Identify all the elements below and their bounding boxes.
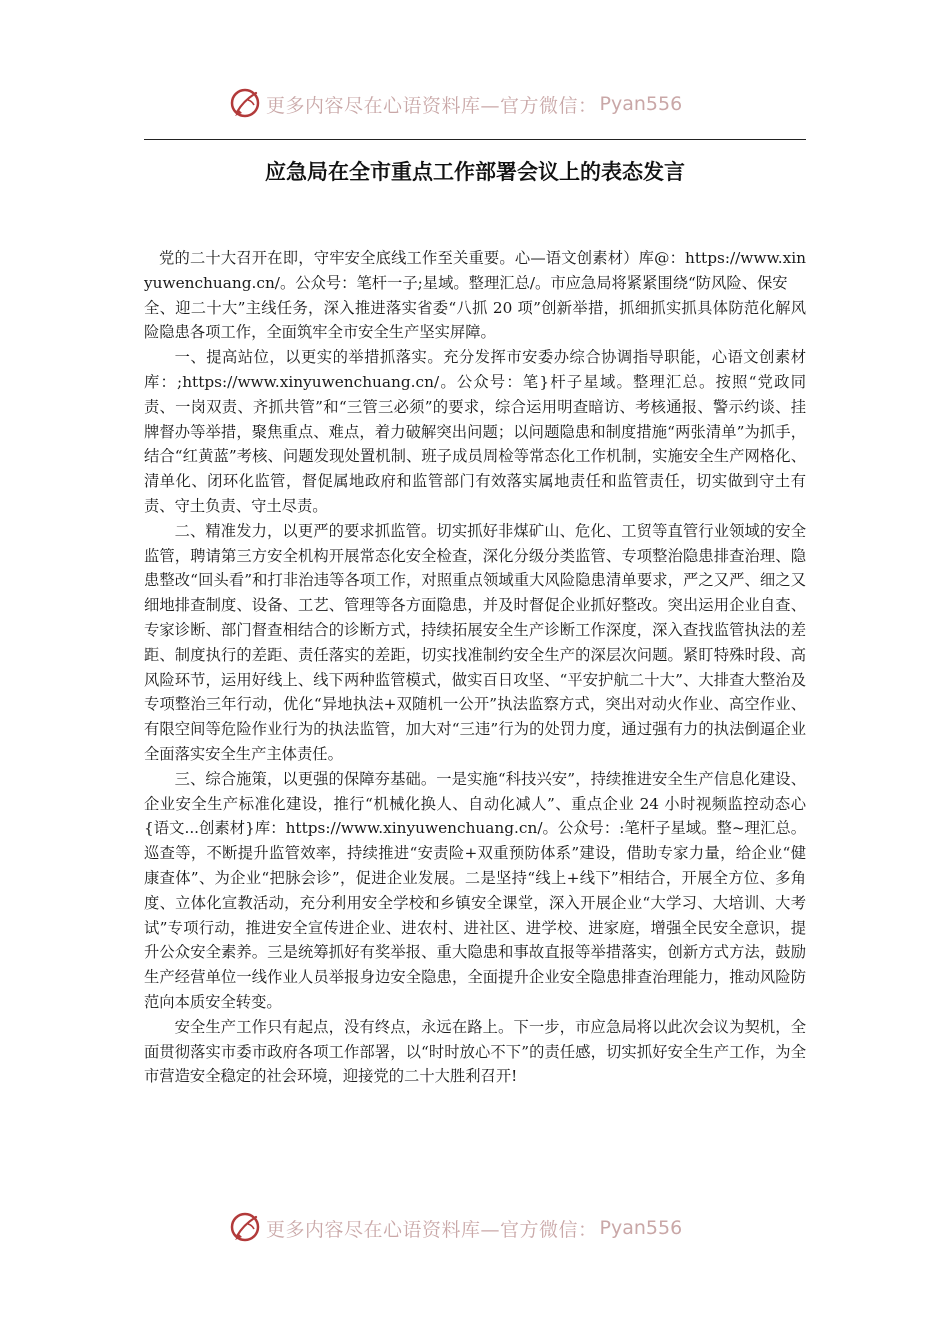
header-divider xyxy=(144,139,806,140)
brush-logo-icon xyxy=(228,1210,264,1246)
footer-banner xyxy=(228,1208,728,1248)
brush-logo-icon xyxy=(228,86,264,122)
paragraph-intro-continued: 全、迎二十大”主线任务，深入推进落实省委“八抓 20 项”创新举措，抓细抓实抓具体防范化解风险隐患各项工作，全面筑牢全市安全生产坚实屏障。 xyxy=(144,298,806,342)
paragraph-section-two: 二、精准发力，以更严的要求抓监管。切实抓好非煤矿山、危化、工贸等直管行业领域的安全监管，聘请第三方安全机构开展常态化安全检查，深化分级分类监管、专项整治隐患排查治理、隐患整改“回头看”和打非治违等各项工作，对照重点领域重大风险隐患清单要求，严之又严、细之又细地排查制度、设备、工艺、管理等各方面隐患，并及时督促企业抓好整改。突出运用企业自查、专家诊断、部门督查相结合的诊断方式，持续拓展安全生产诊断工作深度，深入查找监管执法的差距、制度执行的差距、责任落实的差距，切实找准制约安全生产的深层次问题。紧盯特殊时段、高风险环节，运用好线上、线下两种监管模式，做实百日攻坚、“平安护航二十大”、大排查大整治及专项整治三年行动，优化“异地执法+双随机一公开”执法监察方式，突出对动火作业、高空作业、有限空间等危险作业行为的执法监管，加大对“三违”行为的处罚力度，通过强有力的执法倒逼企业全面落实安全生产主体责任。 xyxy=(144,521,806,763)
banner-text: 更多内容尽在心语资料库—官方微信： xyxy=(266,1218,598,1241)
banner-wechat-id: Pyan556 xyxy=(599,1217,683,1239)
paragraph-section-three: 三、综合施策，以更强的保障夯基础。一是实施“科技兴安”，持续推进安全生产信息化建设、企业安全生产标准化建设，推行“机械化换人、自动化减人”、重点企业 24 小时视频监控动态心{语文...创素材}库：https://www.xinyuwenchuang.cn/。公众号：:笔杆子星域。整~理汇总。巡查等，不断提升监管效率，持续推进“安责险+双重预防体系”建设，借助专家力量，给企业“健康查体”、为企业“把脉会诊”，促进企业发展。二是坚持“线上+线下”相结合，开展全方位、多角度、立体化宣教活动，充分利用安全学校和乡镇安全课堂，深入开展企业“大学习、大培训、大考试”专项行动，推进安全宣传进企业、进农村、进社区、进学校、进家庭，增强全民安全意识，提升公众安全素养。三是统筹抓好有奖举报、重大隐患和事故直报等举措落实，创新方式方法，鼓励生产经营单位一线作业人员举报身边安全隐患，全面提升企业安全隐患排查治理能力，推动风险防范向本质安全转变。 xyxy=(144,769,806,1011)
document-title: 应急局在全市重点工作部署会议上的表态发言 xyxy=(265,160,685,184)
paragraph-section-one: 一、提高站位，以更实的举措抓落实。充分发挥市安委办综合协调指导职能，心语文创素材库：;https://www.xinyuwenchuang.cn/。公众号：笔}杆子星域。整理汇总。按照“党政同责、一岗双责、齐抓共管”和“三管三必须”的要求，综合运用明查暗访、考核通报、警示约谈、挂牌督办等举措，聚焦重点、难点，着力破解突出问题；以问题隐患和制度措施“两张清单”为抓手，结合“红黄蓝”考核、问题发现处置机制、班子成员周检等常态化工作机制，实施安全生产网格化、清单化、闭环化监管，督促属地政府和监管部门有效落实属地责任和监管责任，切实做到守土有责、守土负责、守土尽责。 xyxy=(144,348,806,515)
banner-wechat-id: Pyan556 xyxy=(599,93,683,115)
header-banner xyxy=(228,84,728,124)
paragraph-conclusion: 安全生产工作只有起点，没有终点，永远在路上。下一步，市应急局将以此次会议为契机，全面贯彻落实市委市政府各项工作部署，以“时时放心不下”的责任感，切实抓好安全生产工作，为全市营造安全稳定的社会环境，迎接党的二十大胜利召开! xyxy=(144,1017,806,1086)
document-body xyxy=(144,246,806,1089)
banner-text: 更多内容尽在心语资料库—官方微信： xyxy=(266,94,598,117)
paragraph-intro: 党的二十大召开在即，守牢安全底线工作至关重要。心—语文创素材）库@：https://www.xinyuwenchuang.cn/。公众号：笔杆一子;星域。整理汇总/。市应急局将紧紧围绕“防风险、保安 xyxy=(144,249,806,292)
